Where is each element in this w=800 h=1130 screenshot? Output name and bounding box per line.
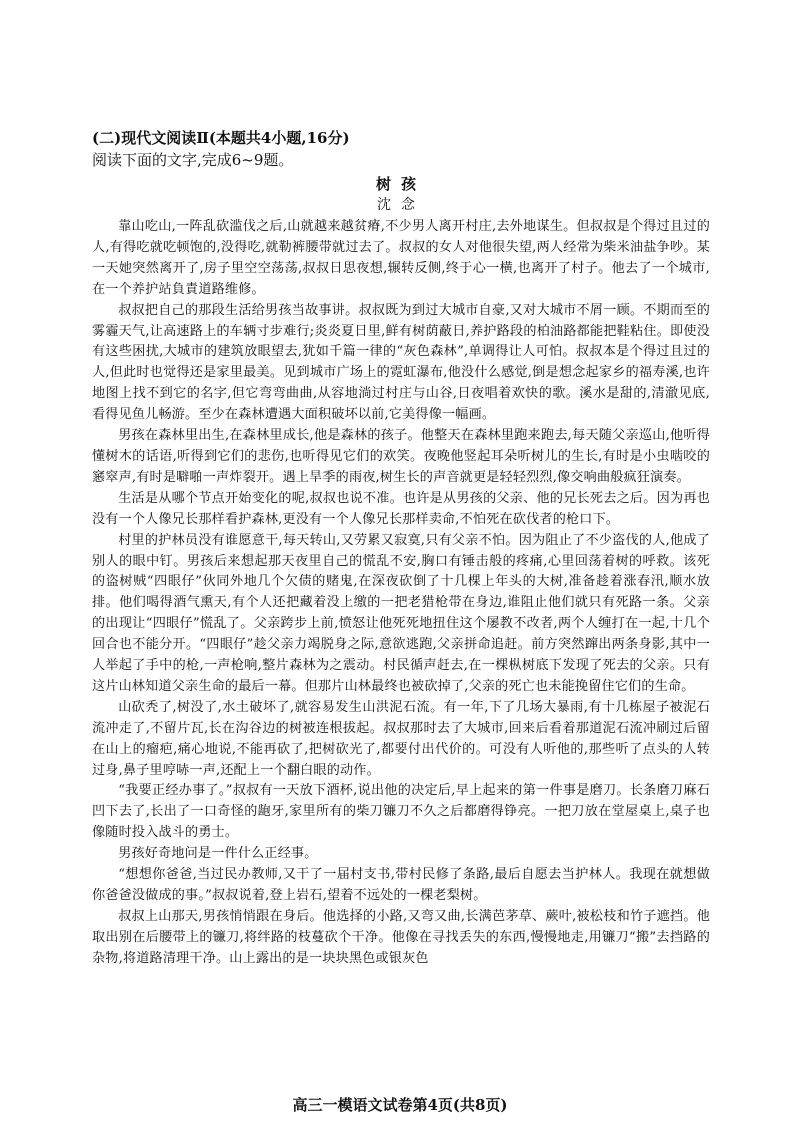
paragraph: 叔叔上山那天,男孩悄悄跟在身后。他选择的小路,又弯又曲,长满芭茅草、蕨叶,被松枝和竹子遮挡。他取出别在后腰带上的镰刀,将绊路的枝蔓砍个干净。他像在寻找丢失的东西,慢慢地走,用镰刀“搬”去挡路的杂物,将道路清理干净。山上露出的是一块块黑色或银灰色 xyxy=(92,908,710,966)
paragraph: 男孩好奇地问是一件什么正经事。 xyxy=(118,846,318,862)
paragraph: 村里的护林员没有谁愿意干,每天转山,又劳累又寂寞,只有父亲不怕。因为阻止了不少盗伐的人,他成了别人的眼中钉。男孩后来想起那天夜里自己的慌乱不安,胸口有锤击般的疼痛,心里回荡着树的呼救。该死的盗树贼“四眼仔”伙同外地几个欠债的赌鬼,在深夜砍倒了十几棵上年头的大树,准备趁着涨春汛,顺水放排。他们喝得酒气熏天,有个人还把藏着没上缴的一把老猎枪带在身边,谁阻止他们就只有死路一条。父亲的出现让“四眼仔”慌乱了。父亲跨步上前,愤怒让他死死地扭住这个屡教不改者,两个人缠打在一起,十几个回合也不能分开。“四眼仔”趁父亲力竭脱身之际,意欲逃跑,父亲拼命追赶。前方突然蹿出两条身影,其中一人举起了手中的枪,一声枪响,整片森林为之震动。村民循声赶去,在一棵枞树底下发现了死去的父亲。只有这片山林知道父亲生命的最后一幕。但那片山林最终也被砍掉了,父亲的死亡也未能挽留住它们的生命。 xyxy=(92,532,710,694)
paragraph: “我要正经办事了。”叔叔有一天放下酒杯,说出他的决定后,早上起来的第一件事是磨刀。长条磨刀麻石凹下去了,长出了一口奇怪的龅牙,家里所有的柴刀镰刀不久之后都磨得铮亮。一把刀放在堂屋桌上,桌子也像随时投入战斗的勇士。 xyxy=(92,783,710,841)
story-title: 树孩 xyxy=(375,175,426,193)
reading-section xyxy=(92,127,710,970)
paragraph: 靠山吃山,一阵乱砍滥伐之后,山就越来越贫瘠,不少男人离开村庄,去外地谋生。但叔叔是个得过且过的人,有得吃就吃顿饱的,没得吃,就勒裤腰带就过去了。叔叔的女人对他很失望,两人经常为柴米油盐争吵。某一天她突然离开了,房子里空空荡荡,叔叔日思夜想,辗转反侧,终于心一横,也离开了村子。他去了一个城市,在一个养护站負責道路维修。 xyxy=(92,219,710,297)
section-instruction: 阅读下面的文字,完成6~9题。 xyxy=(92,151,294,169)
paragraph: 山砍秃了,树没了,水土破坏了,就容易发生山洪泥石流。有一年,下了几场大暴雨,有十几栋屋子被泥石流冲走了,不留片瓦,长在沟谷边的树被连根拔起。叔叔那时去了大城市,回来后看着那道泥石流冲刷过后留在山上的瘤疤,痛心地说,不能再砍了,把树砍光了,都要付出代价的。可没有人听他的,那些听了点头的人转过身,鼻子里哼哧一声,还配上一个翻白眼的动作。 xyxy=(92,699,710,778)
story-author: 沈念 xyxy=(377,197,425,213)
paragraph: 生活是从哪个节点开始变化的呢,叔叔也说不准。也许是从男孩的父亲、他的兄长死去之后。因为再也没有一个人像兄长那样看护森林,更没有一个人像兄长那样卖命,不怕死在砍伐者的枪口下。 xyxy=(92,490,710,527)
section-heading: (二)现代文阅读Ⅱ(本题共4小题,16分) xyxy=(92,129,350,147)
paragraph: 男孩在森林里出生,在森林里成长,他是森林的孩子。他整天在森林里跑来跑去,每天随父亲巡山,他听得懂树木的话语,听得到它们的悲伤,也听得见它们的欢笑。夜晚他竖起耳朵听树儿的生长,有时是小虫啮咬的窸窣声,有时是噼啪一声炸裂开。遇上旱季的雨夜,树生长的声音就更是轻轻烈烈,像交响曲般疯狂演奏。 xyxy=(92,428,710,485)
page-footer: 高三一模语文试卷第4页(共8页) xyxy=(292,1096,508,1114)
paragraph: “想想你爸爸,当过民办教师,又干了一届村支书,带村民修了条路,最后自愿去当护林人。我现在就想做你爸爸没做成的事。”叔叔说着,登上岩石,望着不远处的一棵老梨树。 xyxy=(92,867,710,903)
paragraph: 叔叔把自己的那段生活给男孩当故事讲。叔叔既为到过大城市自豪,又对大城市不屑一顾。不期而至的雾霾天气,让高速路上的车辆寸步难行;炎炎夏日里,鲜有树荫蔽日,养护路段的柏油路都能把鞋粘住。即使没有这些困扰,大城市的建筑放眼望去,犹如千篇一律的“灰色森林”,单调得让人可怕。叔叔本是个得过且过的人,但此时也觉得还是家里最美。见到城市广场上的霓虹瀑布,他没什么感觉,倒是想念起家乡的福寿溪,也许地图上找不到它的名字,但它弯弯曲曲,从容地淌过村庄与山谷,日夜唱着欢快的歌。溪水是甜的,清澈见底,看得见鱼儿畅游。至少在森林遭遇大面积破坏以前,它美得像一幅画。 xyxy=(92,302,710,423)
